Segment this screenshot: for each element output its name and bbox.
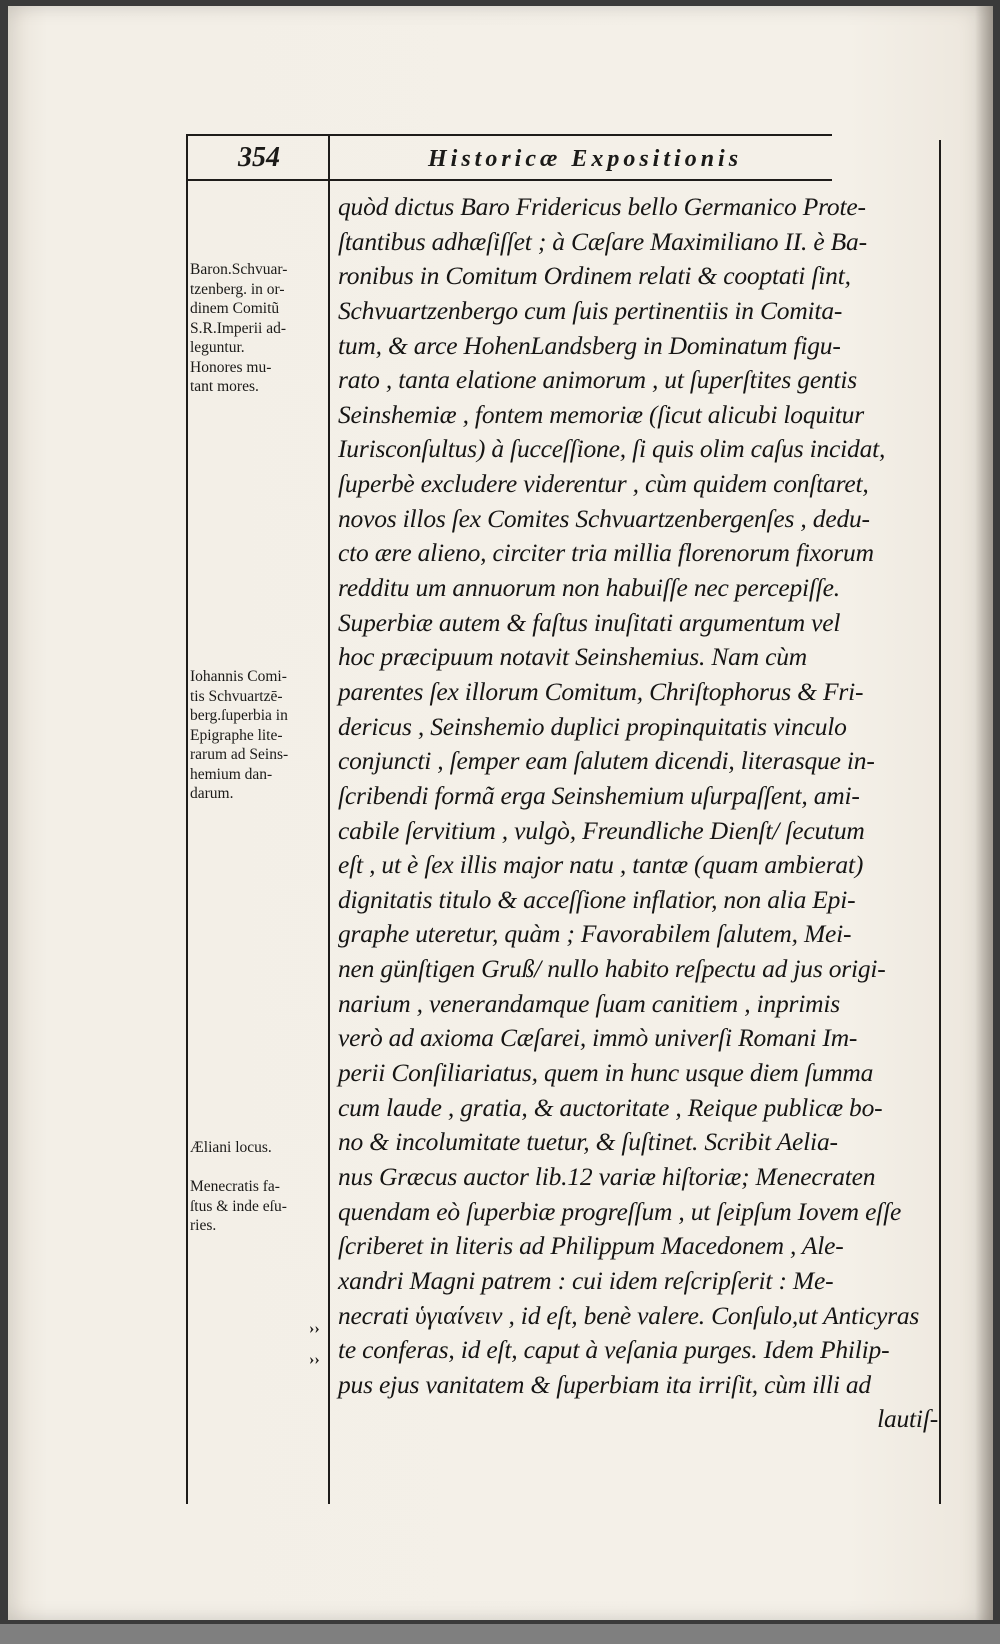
body-text-line: quòd dictus Baro Fridericus bello Germanico Prote- <box>338 192 866 221</box>
body-text-line: perii Conſiliariatus, quem in hunc usque diem ſumma <box>338 1058 874 1088</box>
margin-note-line: Epigraphe lite- <box>190 726 283 744</box>
body-text-line: lautiſ- <box>877 1404 938 1434</box>
margin-note-line: tant mores. <box>190 378 259 395</box>
body-text-line: quendam eò ſuperbiæ progreſſum , ut ſeipſum Iovem eſſe <box>338 1196 902 1226</box>
margin-note-line: tzenberg. in or- <box>190 280 285 298</box>
body-text-line: dignitatis titulo & acceſſione inflatior, non alia Epi- <box>338 884 856 914</box>
margin-note-schwarzenberg-counts <box>190 260 330 397</box>
body-text-line: redditu um annuorum non habuiſſe nec percepiſſe. <box>338 573 840 603</box>
margin-note-line: ries. <box>190 1217 217 1234</box>
body-text-line: pus ejus vanitatem & ſuperbiam ita irriſit, cùm illi ad <box>338 1369 871 1399</box>
margin-note-line: Menecratis fa- <box>190 1178 280 1195</box>
margin-note-line: berg.ſuperbia in <box>190 707 288 724</box>
margin-note-menecrates <box>190 1177 330 1236</box>
page-spine-shadow <box>975 6 993 1620</box>
margin-note-johannes-pride <box>190 667 330 804</box>
quotation-marks <box>309 1313 329 1375</box>
body-text-line: no & incolumitate tuetur, & ſuſtinet. Scribit Aelia- <box>338 1127 838 1157</box>
body-text-line: narium , venerandamque ſuam canitiem , inprimis <box>338 988 840 1018</box>
margin-note-line: ſtus & inde eſu- <box>190 1197 287 1215</box>
body-text-line: cto ære alieno, circiter tria millia florenorum fixorum <box>338 538 874 568</box>
margin-note-line: Iohannis Comi- <box>190 668 287 685</box>
body-text-line: Seinshemiæ , fontem memoriæ (ſicut alicubi loquitur <box>338 399 864 429</box>
margin-note-line: darum. <box>190 785 234 802</box>
body-text-line: parentes ſex illorum Comitum, Chriſtophorus & Fri- <box>338 676 864 706</box>
body-text-line: tum, & arce HohenLandsberg in Dominatum figu- <box>338 330 841 360</box>
quote-mark: ›› <box>309 1320 320 1337</box>
quote-mark: ›› <box>309 1351 320 1368</box>
margin-note-line: Honores mu- <box>190 358 272 376</box>
body-text-line: graphe uteretur, quàm ; Favorabilem ſalutem, Mei- <box>338 919 852 949</box>
body-text <box>338 190 938 1437</box>
body-text-line: ſcriberet in literis ad Philippum Macedonem , Ale- <box>338 1231 844 1261</box>
margin-note-line: Baron.Schvuar- <box>190 261 288 278</box>
margin-note-line: S.R.Imperii ad- <box>190 319 286 337</box>
body-text-line: necrati ὑγιαίνειν , id eſt, benè valere. Conſulo,ut Anticyras <box>338 1300 920 1330</box>
body-text-line: verò ad axioma Cæſarei, immò univerſi Romani Im- <box>338 1023 858 1053</box>
body-text-line: conjuncti , ſemper eam ſalutem dicendi, literasque in- <box>338 746 875 776</box>
header-underline <box>186 179 832 181</box>
margin-note-line: hemium dan- <box>190 765 273 783</box>
body-text-line: ſtantibus adhæſiſſet ; à Cæſare Maximiliano II. è Ba- <box>338 226 867 256</box>
margin-note-line: leguntur. <box>190 339 245 356</box>
margin-note-line: rarum ad Seins- <box>190 746 289 763</box>
body-text-line: eſt , ut è ſex illis major natu , tantæ (quam ambierat) <box>338 850 864 880</box>
page-number: 354 <box>238 142 280 173</box>
body-text-line: nen günſtigen Gruß/ nullo habito reſpectu ad jus origi- <box>338 954 886 984</box>
margin-note-line: dinem Comitũ <box>190 300 280 317</box>
body-text-line: xandri Magni patrem : cui idem reſcripſerit : Me- <box>338 1265 834 1295</box>
body-text-line: rato , tanta elatione animorum , ut ſuperſtites gentis <box>338 365 858 395</box>
body-text-line: Superbiæ autem & faſtus inuſitati argumentum vel <box>338 607 841 637</box>
body-text-line: Iurisconſultus) à ſucceſſione, ſi quis olim caſus incidat, <box>338 434 886 464</box>
right-frame-rule <box>939 140 941 1504</box>
margin-note-line: Æliani locus. <box>190 1139 272 1156</box>
body-text-line: ſuperbè excludere viderentur , cùm quidem conſtaret, <box>338 469 869 499</box>
body-text-line: te conferas, id eſt, caput à veſania purges. Idem Philip- <box>338 1335 890 1365</box>
body-text-line: ſcribendi formã erga Seinshemium uſurpaſſent, ami- <box>338 780 860 810</box>
margin-note-line: tis Schvuartzē- <box>190 687 283 705</box>
margin-note-aelian <box>190 1138 330 1158</box>
left-frame-rule <box>186 134 188 1504</box>
body-text-line: cum laude , gratia, & auctoritate , Reique publicæ bo- <box>338 1092 883 1122</box>
body-text-line: ronibus in Comitum Ordinem relati & cooptati ſint, <box>338 261 851 291</box>
body-text-line: dericus , Seinshemio duplici propinquitatis vinculo <box>338 711 847 741</box>
body-text-line: novos illos ſex Comites Schvuartzenbergenſes , dedu- <box>338 503 870 533</box>
header-rule <box>186 134 832 136</box>
running-title: Historicæ Expositionis <box>428 146 743 172</box>
body-text-line: hoc præcipuum notavit Seinshemius. Nam cùm <box>338 642 807 672</box>
body-text-line: Schvuartzenbergo cum ſuis pertinentiis in Comita- <box>338 295 843 325</box>
body-text-line: nus Græcus auctor lib.12 variæ hiſtoriæ; Menecraten <box>338 1161 876 1191</box>
body-text-line: cabile ſervitium , vulgò, Freundliche Dienſt/ ſecutum <box>338 815 865 845</box>
